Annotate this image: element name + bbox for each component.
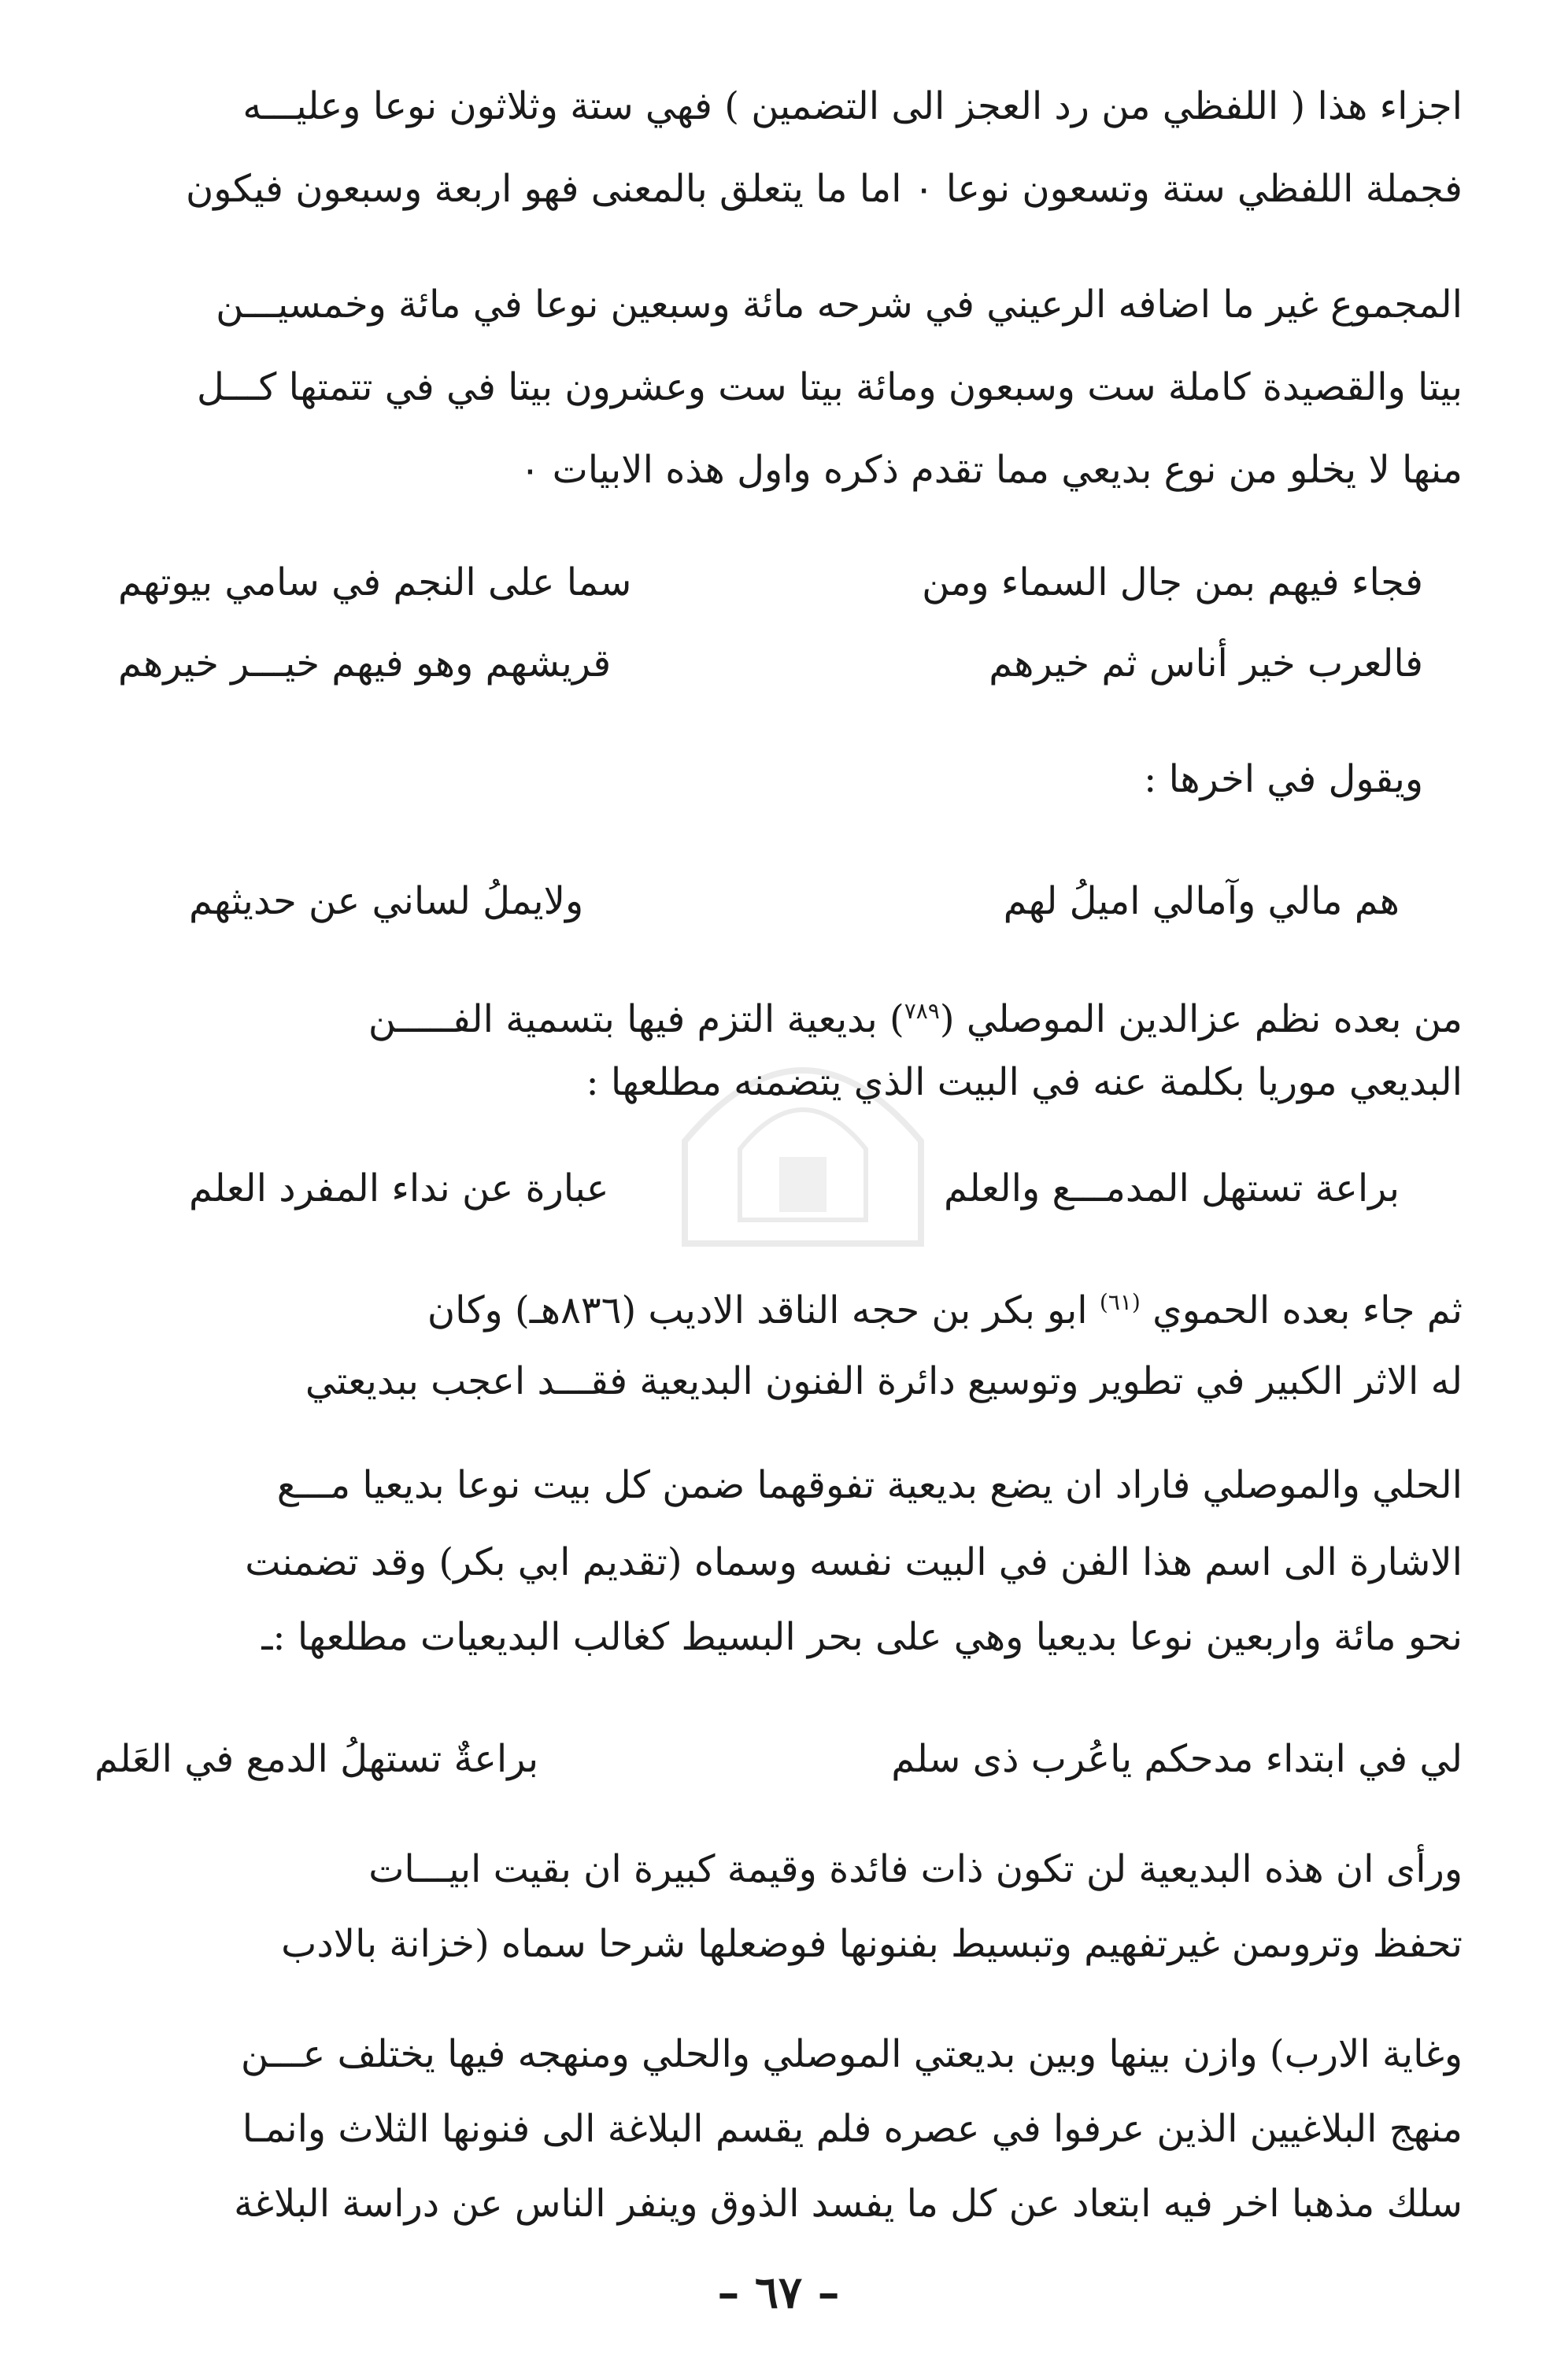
text-line: تحفظ وتروىمن غيرتفهيم وتبسيط بفنونها فوضعلها شرحا سماه (خزانة بالادب: [281, 1922, 1463, 1966]
text-segment: ابو بكر بن حجه الناقد الاديب (٨٣٦هـ) وكان: [427, 1288, 1088, 1332]
verse-hemistich-left: براعةٌ تستهلُ الدمع في العَلم: [94, 1737, 539, 1781]
text-line: الاشارة الى اسم هذا الفن في البيت نفسه وسماه (تقديم ابي بكر) وقد تضمنت: [245, 1540, 1463, 1584]
verse-hemistich-right: هم مالي وآمالي اميلُ لهم: [1003, 879, 1400, 923]
text-segment: ثم جاء بعده الحموي: [1152, 1288, 1463, 1332]
verse-hemistich-left: ولايملُ لساني عن حديثهم: [189, 879, 584, 923]
page-number: – ٦٧ –: [717, 2267, 840, 2319]
text-line: اجزاء هذا ( اللفظي من رد العجز الى التضمين ) فهي ستة وثلاثون نوعا وعليـــه: [242, 84, 1463, 128]
text-line: المجموع غير ما اضافه الرعيني في شرحه مائة وسبعين نوعا في مائة وخمسيـــن: [216, 283, 1463, 327]
text-line: [93, 1275, 1463, 1330]
text-line: فجملة اللفظي ستة وتسعون نوعا ٠ اما ما يتعلق بالمعنى فهو اربعة وسبعون فيكون: [185, 167, 1463, 211]
text-line: منهج البلاغيين الذين عرفوا في عصره فلم يقسم البلاغة الى فنونها الثلاث وانمـا: [242, 2107, 1463, 2151]
text-line: ورأى ان هذه البديعية لن تكون ذات فائدة وقيمة كبيرة ان بقيت ابيـــات: [368, 1847, 1463, 1891]
verse-hemistich-left: سما على النجم في سامي بيوتهم: [118, 560, 632, 604]
text-segment: ) بديعية التزم فيها بتسمية الفـــــن: [368, 997, 904, 1041]
text-line: وغاية الارب) وازن بينها وبين بديعتي الموصلي والحلي ومنهجه فيها يختلف عـــن: [240, 2032, 1463, 2076]
text-segment: من بعده نظم عزالدين الموصلي (: [939, 997, 1463, 1041]
verse-hemistich-left: عبارة عن نداء المفرد العلم: [189, 1166, 609, 1210]
text-line: نحو مائة واربعين نوعا بديعيا وهي على بحر البسيط كغالب البديعيات مطلعها :ـ: [261, 1615, 1463, 1659]
verse-hemistich-left: قريشهم وهو فيهم خيـــر خيرهم: [118, 641, 612, 686]
text-line: بيتا والقصيدة كاملة ست وسبعون ومائة بيتا ست وعشرون بيتا في في تتمتها كـــل: [197, 365, 1463, 409]
footnote-marker: (٦١): [1099, 1289, 1141, 1315]
footnote-marker: ٧٨٩: [904, 998, 940, 1024]
verse-hemistich-right: فالعرب خير أناس ثم خيرهم: [989, 641, 1423, 686]
verse-hemistich-right: فجاء فيهم بمن جال السماء ومن: [922, 560, 1423, 604]
text-line: ويقول في اخرها :: [1144, 757, 1423, 801]
text-line: البديعي موريا بكلمة عنه في البيت الذي يتضمنه مطلعها :: [586, 1060, 1463, 1104]
verse-hemistich-right: براعة تستهل المدمـــع والعلم: [944, 1166, 1400, 1210]
text-line: له الاثر الكبير في تطوير وتوسيع دائرة الفنون البديعية فقـــد اعجب ببديعتي: [305, 1359, 1463, 1403]
text-line: الحلي والموصلي فاراد ان يضع بديعية تفوقهما ضمن كل بيت نوعا بديعيا مـــع: [276, 1463, 1463, 1507]
verse-hemistich-right: لي في ابتداء مدحكم ياعُرب ذى سلم: [891, 1737, 1463, 1781]
text-line: [93, 984, 1463, 1039]
text-line: سلك مذهبا اخر فيه ابتعاد عن كل ما يفسد الذوق وينفر الناس عن دراسة البلاغة: [234, 2182, 1463, 2226]
text-line: منها لا يخلو من نوع بديعي مما تقدم ذكره واول هذه الابيات ٠: [520, 448, 1463, 492]
